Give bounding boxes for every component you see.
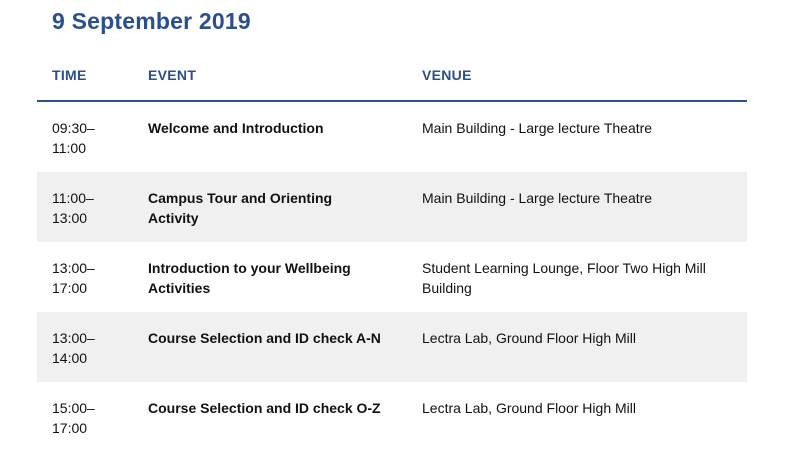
event-cell: Course Selection and ID check A-N (148, 330, 381, 346)
venue-cell: Main Building - Large lecture Theatre (422, 120, 653, 136)
table-row (37, 242, 747, 312)
column-header-venue: VENUE (422, 67, 472, 83)
event-cell: Campus Tour and Orienting Activity (148, 190, 333, 226)
venue-cell: Main Building - Large lecture Theatre (422, 190, 653, 206)
time-cell: 11:00– 13:00 (52, 190, 94, 226)
event-cell: Welcome and Introduction (148, 120, 324, 136)
time-cell: 15:00– 17:00 (52, 400, 95, 436)
table-row (37, 312, 747, 382)
time-cell: 09:30– 11:00 (52, 120, 95, 156)
time-cell: 13:00– 17:00 (52, 260, 95, 296)
venue-cell: Student Learning Lounge, Floor Two High Mill Building (422, 260, 706, 296)
event-cell: Course Selection and ID check O-Z (148, 400, 381, 416)
time-cell: 13:00– 14:00 (52, 330, 95, 366)
table-header (37, 60, 747, 102)
table-row (37, 172, 747, 242)
column-header-time: TIME (52, 67, 87, 83)
table-row (37, 102, 747, 172)
schedule-table (37, 60, 747, 450)
venue-cell: Lectra Lab, Ground Floor High Mill (422, 400, 636, 416)
venue-cell: Lectra Lab, Ground Floor High Mill (422, 330, 636, 346)
date-heading: 9 September 2019 (52, 8, 251, 34)
event-cell: Introduction to your Wellbeing Activities (148, 260, 351, 296)
table-row (37, 382, 747, 450)
column-header-event: EVENT (148, 67, 197, 83)
